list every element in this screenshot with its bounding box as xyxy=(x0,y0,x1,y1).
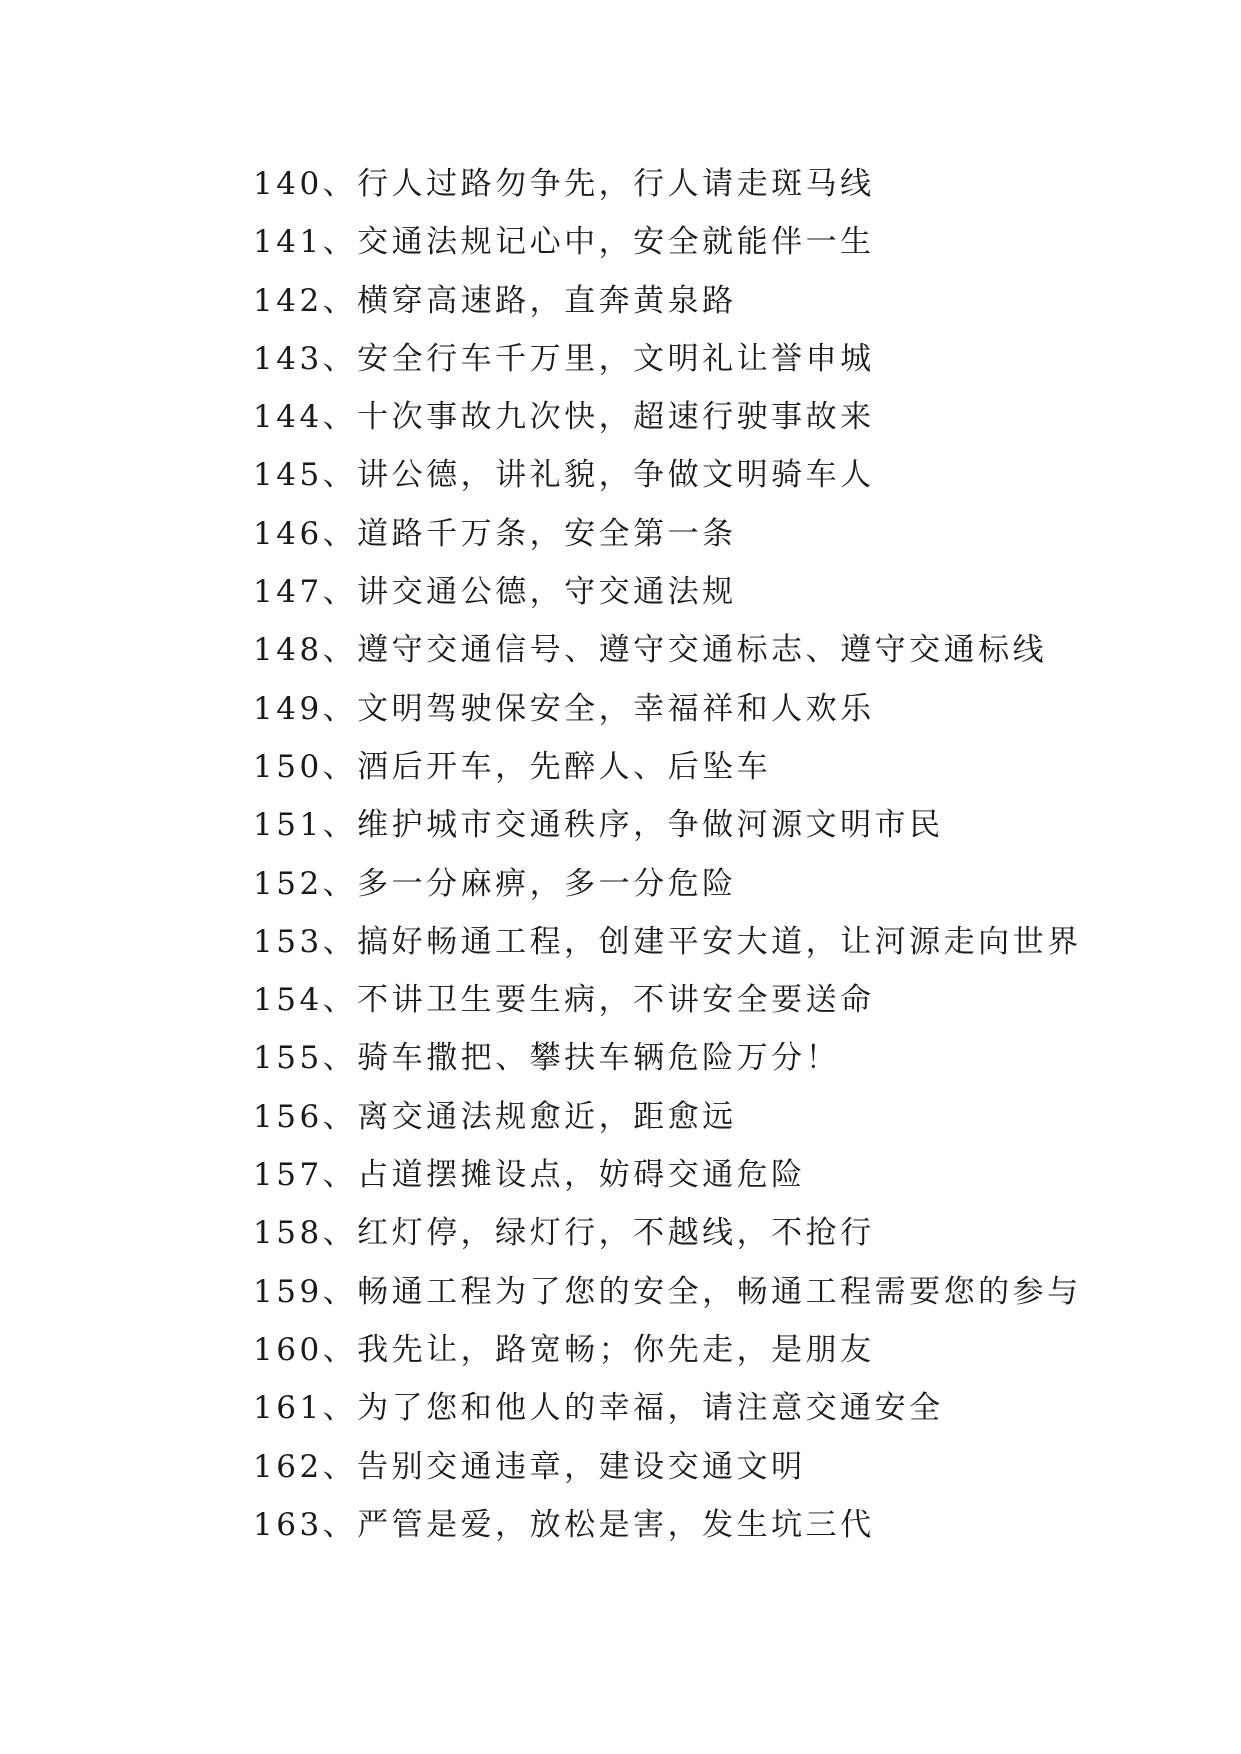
list-item: 141、交通法规记心中，安全就能伴一生 xyxy=(253,224,875,261)
list-item: 145、讲公德，讲礼貌，争做文明骑车人 xyxy=(253,457,875,494)
slogan-list xyxy=(253,155,1082,1554)
list-item: 153、搞好畅通工程，创建平安大道，让河源走向世界 xyxy=(253,923,1082,960)
list-item: 149、文明驾驶保安全，幸福祥和人欢乐 xyxy=(253,690,875,727)
list-item: 160、我先让，路宽畅；你先走，是朋友 xyxy=(253,1331,875,1368)
list-item: 146、道路千万条，安全第一条 xyxy=(253,515,737,552)
list-item: 150、酒后开车，先醉人、后坠车 xyxy=(253,748,772,785)
list-item: 151、维护城市交通秩序，争做河源文明市民 xyxy=(253,807,944,844)
list-item: 161、为了您和他人的幸福，请注意交通安全 xyxy=(253,1390,944,1427)
list-item: 154、不讲卫生要生病，不讲安全要送命 xyxy=(253,982,875,1019)
list-item: 144、十次事故九次快，超速行驶事故来 xyxy=(253,399,875,436)
list-item: 162、告别交通违章，建设交通文明 xyxy=(253,1448,806,1485)
list-item: 157、占道摆摊设点，妨碍交通危险 xyxy=(253,1157,806,1194)
list-item: 143、安全行车千万里，文明礼让誉申城 xyxy=(253,340,875,377)
list-item: 142、横穿高速路，直奔黄泉路 xyxy=(253,282,737,319)
list-item: 155、骑车撒把、攀扶车辆危险万分！ xyxy=(253,1040,841,1077)
list-item: 159、畅通工程为了您的安全，畅通工程需要您的参与 xyxy=(253,1273,1082,1310)
list-item: 152、多一分麻痹，多一分危险 xyxy=(253,865,737,902)
list-item: 163、严管是爱，放松是害，发生坑三代 xyxy=(253,1506,875,1543)
list-item: 140、行人过路勿争先，行人请走斑马线 xyxy=(253,166,875,202)
list-item: 156、离交通法规愈近，距愈远 xyxy=(253,1098,737,1135)
list-item: 148、遵守交通信号、遵守交通标志、遵守交通标线 xyxy=(253,632,1048,669)
list-item: 147、讲交通公德，守交通法规 xyxy=(253,574,737,611)
list-item: 158、红灯停，绿灯行，不越线，不抢行 xyxy=(253,1215,875,1252)
